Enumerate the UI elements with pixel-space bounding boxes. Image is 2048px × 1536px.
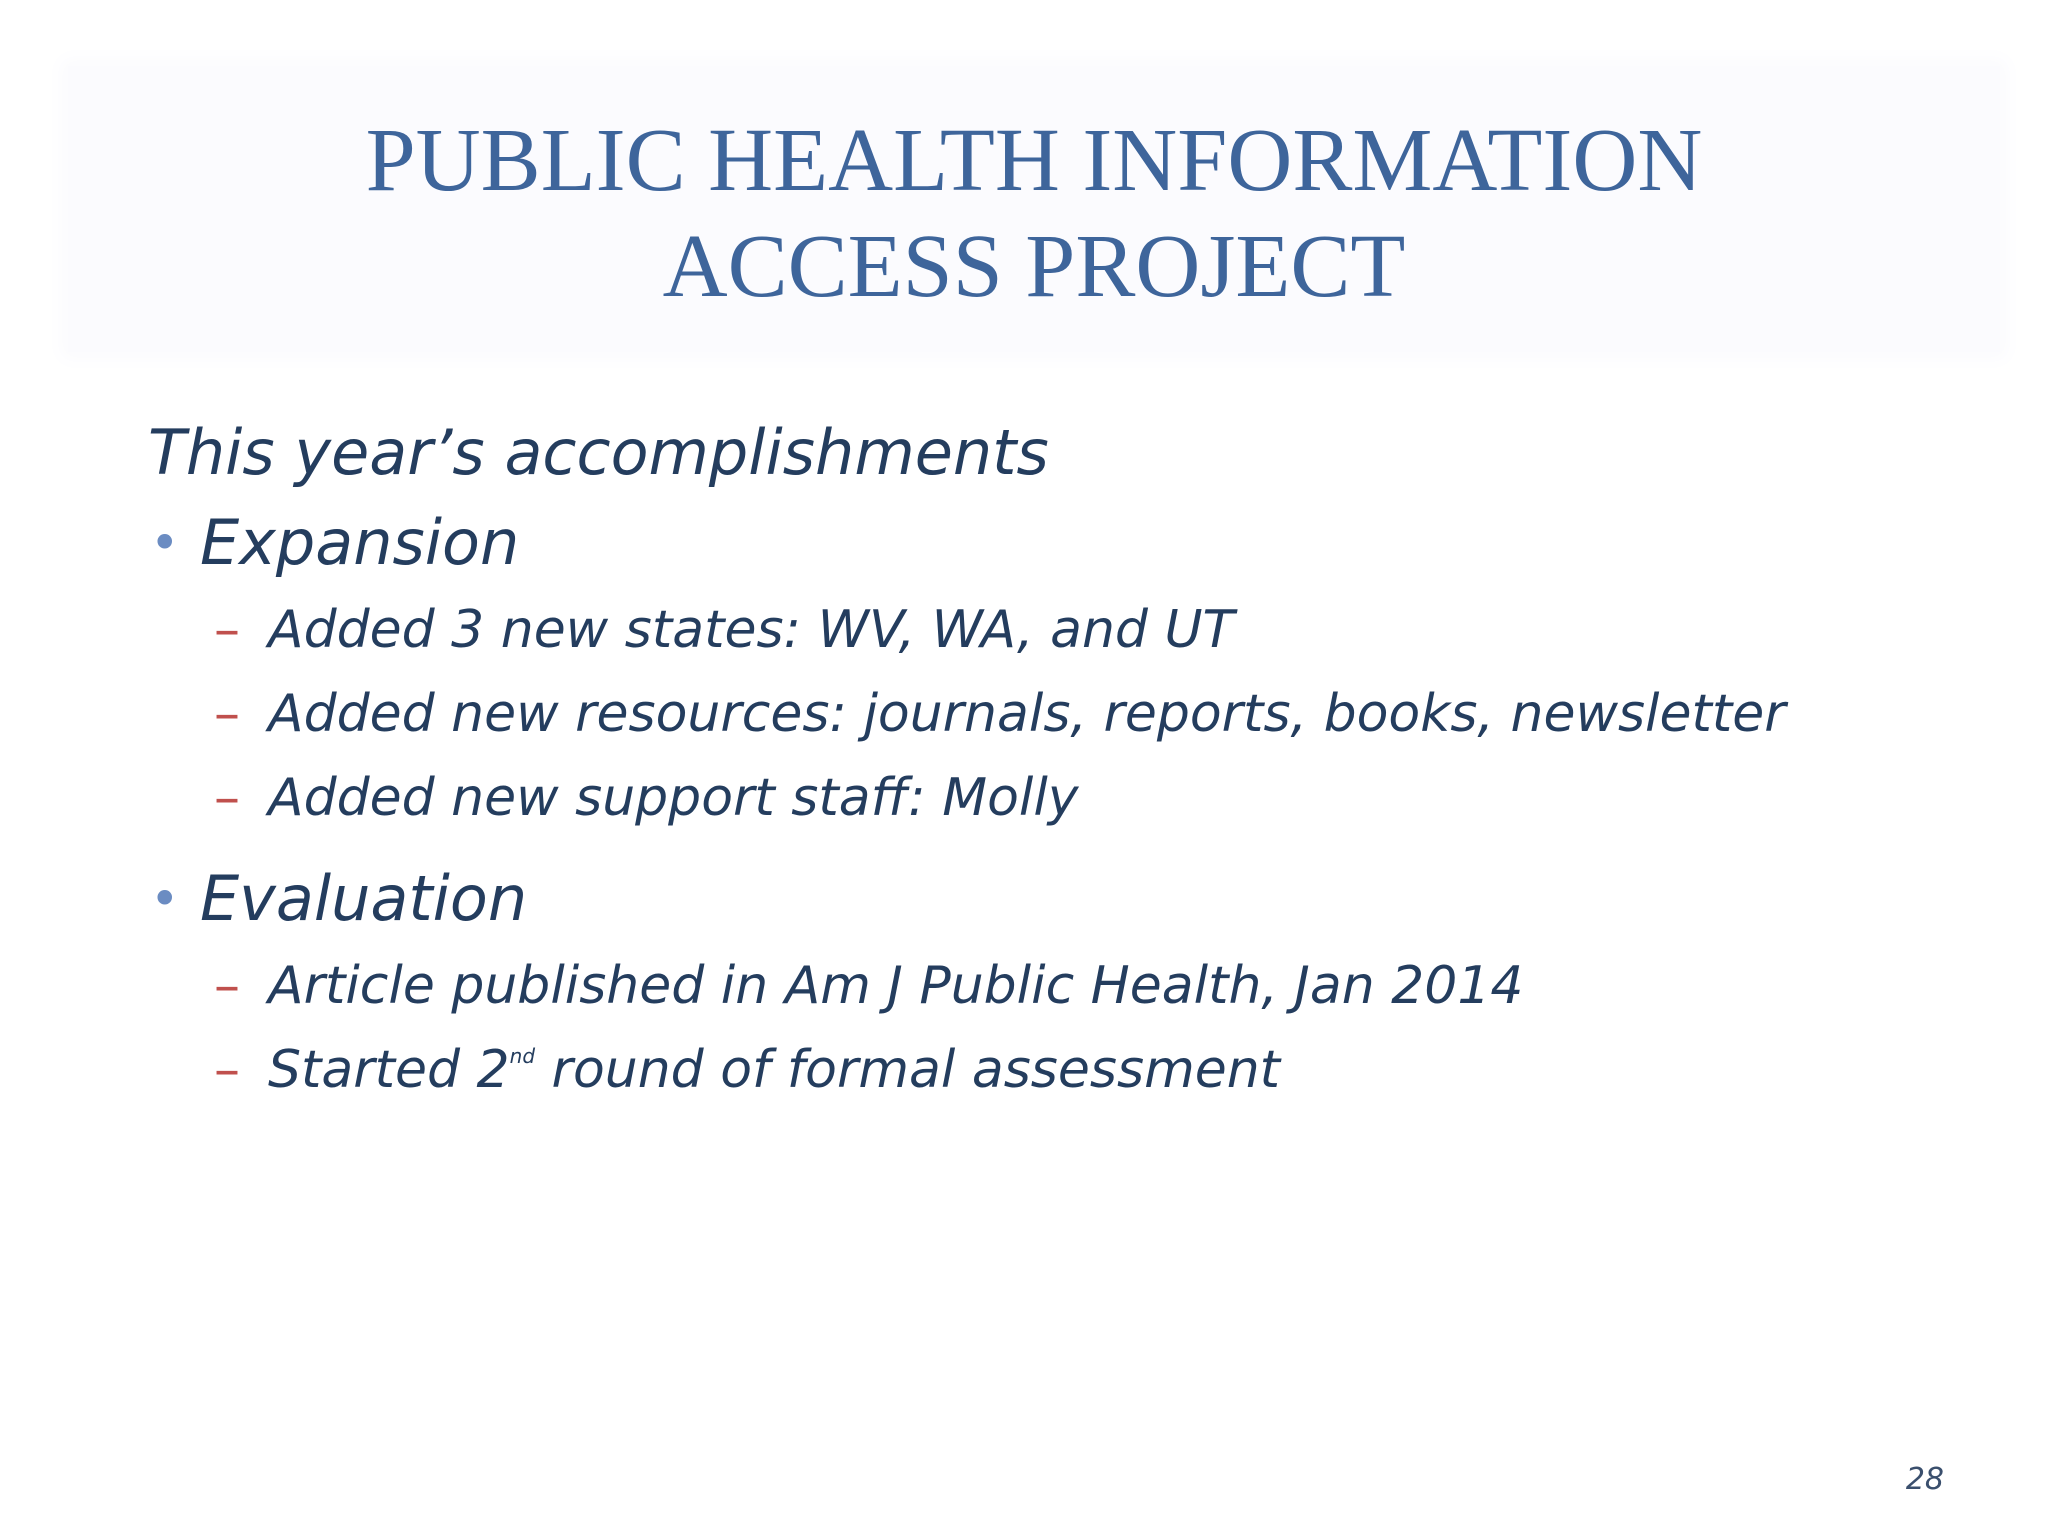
dash-icon: –	[214, 1040, 240, 1100]
sub-item-text-start: Started 2	[268, 1040, 510, 1100]
page-number: 28	[1905, 1462, 1944, 1497]
sub-item-text: Added new resources: journals, reports, books, newsletter	[268, 684, 1786, 744]
bullet-expansion	[148, 498, 1968, 588]
slide-title-line-1: PUBLIC HEALTH INFORMATION	[365, 111, 1703, 210]
slide-title-line-2: ACCESS PROJECT	[662, 217, 1406, 316]
sub-item	[148, 944, 1968, 1028]
sub-item-text-end: round of formal assessment	[535, 1040, 1281, 1100]
dash-icon: –	[214, 956, 240, 1016]
dash-icon: –	[214, 600, 240, 660]
intro-text: This year’s accomplishments	[148, 416, 1049, 489]
sub-item-text: Added new support staff: Molly	[268, 768, 1079, 828]
sub-item	[148, 588, 1968, 672]
expansion-sub-list	[148, 588, 1968, 840]
slide-title	[68, 108, 2000, 320]
sub-item	[148, 1028, 1968, 1112]
dash-icon: –	[214, 768, 240, 828]
bullet-label: Evaluation	[200, 862, 528, 935]
bullet-evaluation	[148, 854, 1968, 944]
slide-content	[148, 408, 1968, 1126]
sub-item	[148, 672, 1968, 756]
bullet-icon: •	[150, 870, 180, 928]
sub-item-text: Added 3 new states: WV, WA, and UT	[268, 600, 1235, 660]
sub-item	[148, 756, 1968, 840]
bullet-icon: •	[150, 514, 180, 572]
ordinal-suffix: nd	[509, 1044, 536, 1068]
sub-item-text: Article published in Am J Public Health, Jan 2014	[268, 956, 1524, 1016]
bullet-label: Expansion	[200, 506, 520, 579]
evaluation-sub-list	[148, 944, 1968, 1112]
dash-icon: –	[214, 684, 240, 744]
